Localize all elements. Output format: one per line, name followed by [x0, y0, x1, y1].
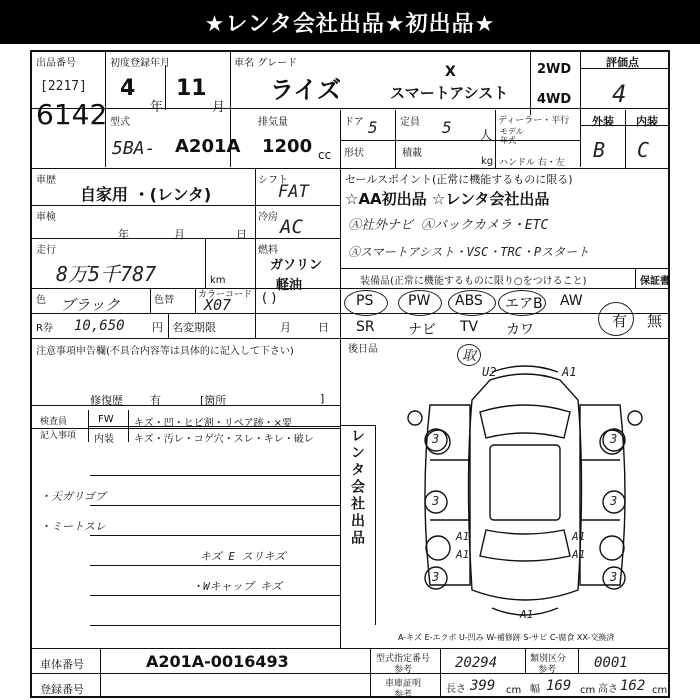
circle-abs — [448, 290, 496, 316]
diag-mark-mid-4: A1 — [572, 548, 586, 561]
dims-height-label: 高さ — [598, 684, 618, 695]
grade-line2: スマートアシスト — [390, 84, 509, 102]
equip-navi: ナビ — [408, 322, 436, 338]
color-change-label: 色替 — [154, 295, 174, 306]
drive-2wd: 2WD — [537, 62, 572, 77]
lot-sub: [2217] — [40, 79, 87, 94]
note-hw-1: ・天ガリゴブ — [40, 490, 106, 503]
equip-no: 無 — [647, 312, 663, 330]
color-label: 色 — [36, 295, 46, 306]
diag-mark-mid-2: A1 — [456, 548, 470, 561]
fuel-label: 燃料 — [258, 245, 278, 256]
shape-label: 形状 — [344, 148, 364, 159]
capacity-value: 5 — [442, 118, 452, 137]
dims-length-label: 長さ — [446, 684, 466, 695]
equip-pw: PW — [408, 293, 431, 309]
type-prefix: 5BA- — [112, 138, 156, 159]
doors-value: 5 — [368, 118, 378, 137]
sales-point-line1: ☆AA初出品 ☆レンタ会社出品 — [345, 190, 550, 208]
ext-grade: B — [593, 138, 606, 162]
grade-line1: X — [445, 64, 456, 80]
reg-label: 登録番号 — [40, 683, 84, 696]
spec-type-label: 型式指定番号 — [376, 654, 431, 664]
spec-type-value: 20294 — [455, 655, 498, 671]
dims-width: 169 — [546, 678, 572, 694]
spec-cat-label: 類別区分 — [530, 654, 567, 664]
model-year-label: モデル 年式 — [500, 127, 524, 145]
repair-value: 有 — [150, 394, 161, 407]
displacement-unit: cc — [318, 148, 332, 162]
fuel-diesel: 軽油 — [276, 278, 303, 293]
repair-place: [箇所 — [200, 394, 227, 407]
doors-label: ドア — [344, 117, 364, 128]
type-code: A201A — [175, 136, 241, 157]
mileage-value: 8万5千787 — [56, 262, 157, 286]
note-hw-4: ・Wキャップ キズ — [192, 580, 283, 593]
equipment-label: 装備品(正常に機能するものに限り○をつけること) — [360, 276, 587, 287]
mileage-unit: km — [210, 275, 226, 286]
inspector-fw-items: キズ・凹・ヒビ割・リペア跡・×要 — [134, 418, 292, 429]
load-unit: kg — [481, 156, 494, 167]
ext-label: 外装 — [592, 115, 614, 128]
dims-label: 車庫証明 — [385, 679, 422, 689]
displacement-value: 1200 — [262, 136, 313, 157]
equip-airbag: エアB — [505, 296, 543, 312]
sales-points-label: セールスポイント(正常に機能するものに限る) — [345, 173, 573, 186]
diag-mark-side-4: 3 — [610, 432, 618, 446]
diag-mark-mid-3: A1 — [572, 530, 586, 543]
dims-length: 399 — [470, 678, 496, 694]
diag-mark-top-1: U2 — [482, 365, 497, 379]
first-reg-month-unit: 月 — [212, 100, 226, 115]
color-code-label: カラーコード — [198, 290, 253, 300]
cooling-label: 冷房 — [258, 212, 278, 223]
name-change-label: 名変期限 — [172, 321, 216, 334]
inspector-label2: 記入事項 — [40, 431, 77, 441]
fuel-other: ( ) — [262, 291, 277, 306]
dims-height-unit: cm — [652, 685, 668, 696]
lot-label: 出品番号 — [36, 58, 76, 69]
recycle-unit: 円 — [152, 321, 163, 334]
inspection-year: 年 — [118, 228, 129, 241]
repair-place-close: ] — [320, 392, 325, 405]
equip-ps: PS — [356, 293, 374, 309]
capacity-unit: 人 — [480, 128, 493, 142]
dealer-label: ディーラー・平行 — [498, 116, 570, 126]
car-diagram — [380, 360, 670, 625]
equip-aw: AW — [560, 293, 583, 309]
vin-value: A201A-0016493 — [146, 652, 289, 671]
circle-pw — [398, 290, 442, 316]
diag-mark-side-1: 3 — [432, 432, 440, 446]
model-label: 車名 グレード — [234, 58, 298, 69]
circle-ps — [344, 290, 388, 316]
inspection-day: 日 — [236, 228, 247, 241]
note-hw-2: ・ミートスレ — [40, 520, 106, 533]
score-label: 評価点 — [606, 56, 639, 69]
load-label: 積載 — [402, 148, 422, 159]
score-value: 4 — [612, 80, 627, 108]
diag-mark-top-2: A1 — [562, 365, 577, 379]
post-date-value: 取 — [457, 344, 481, 366]
name-change-day: 日 — [318, 321, 329, 334]
spec-cat-value: 0001 — [594, 655, 628, 671]
displacement-label: 排気量 — [258, 117, 288, 128]
name-change-month: 月 — [280, 321, 291, 334]
diagram-legend: A-キズ E-エクボ U-凹み W-補修跡 S-サビ C-腐食 XX-交換済 — [398, 633, 615, 642]
vin-label: 車体番号 — [40, 658, 84, 671]
drive-4wd: 4WD — [537, 92, 572, 107]
shift-label: シフト — [258, 175, 288, 186]
int-grade: C — [637, 138, 650, 162]
color-value: ブラック — [60, 296, 120, 314]
spec-type-ref: 参考 — [394, 665, 413, 675]
first-reg-year: 4 — [120, 76, 136, 101]
dims-length-unit: cm — [506, 685, 522, 696]
dims-ref: 参考 — [394, 690, 413, 700]
cooling-value: AC — [280, 216, 303, 238]
diag-mark-mid-1: A1 — [456, 530, 470, 543]
warranty-label: 保証書 — [640, 276, 670, 287]
spec-cat-ref: 参考 — [538, 665, 557, 675]
recycle-label: R券 — [36, 323, 53, 334]
dims-width-label: 幅 — [530, 684, 540, 695]
notes-label: 注意事項申告欄(不具合内容等は具体的に記入して下さい) — [36, 346, 294, 357]
mileage-label: 走行 — [36, 245, 56, 256]
dims-width-unit: cm — [580, 685, 596, 696]
inspector-int: 内装 — [94, 434, 114, 445]
dims-height: 162 — [620, 678, 646, 694]
equip-abs: ABS — [455, 293, 483, 309]
inspection-label: 車検 — [36, 212, 56, 223]
sales-point-line2: Ⓐ社外ナビ Ⓐバックカメラ・ETC — [348, 218, 549, 233]
capacity-label: 定員 — [400, 117, 420, 128]
note-hw-3: キズ E スリキズ — [200, 550, 286, 563]
inspector-fw: FW — [98, 414, 114, 425]
repair-label: 修復歴 — [90, 394, 123, 407]
inspector-int-items: キズ・汚レ・コゲ穴・スレ・キレ・破レ — [134, 434, 314, 445]
type-label: 型式 — [110, 117, 130, 128]
inspection-month: 月 — [174, 228, 185, 241]
diag-mark-side-2: 3 — [432, 494, 440, 508]
diag-mark-side-6: 3 — [610, 570, 618, 584]
color-code: X07 — [204, 296, 232, 314]
handle-label: ハンドル 右・左 — [499, 158, 565, 168]
fuel-gasoline: ガソリン — [270, 258, 323, 273]
usage-value: 自家用 ・(レンタ) — [80, 185, 212, 204]
diag-mark-side-3: 3 — [432, 570, 440, 584]
sales-point-line3: Ⓐスマートアシスト・VSC・TRC・Pスタート — [348, 245, 590, 259]
post-date-label: 後日品 — [348, 344, 378, 355]
model-name: ライズ — [270, 76, 342, 104]
equip-tv: TV — [460, 319, 479, 335]
page-banner: ★レンタ会社出品★初出品★ — [0, 0, 700, 44]
first-reg-year-unit: 年 — [150, 100, 164, 115]
recycle-value: 10,650 — [74, 318, 125, 334]
diag-mark-side-5: 3 — [610, 494, 618, 508]
lot-number: 6142 — [36, 98, 108, 131]
equip-leather: カワ — [506, 322, 534, 338]
equip-yes: 有 — [612, 312, 628, 330]
shift-value: FAT — [278, 182, 309, 202]
equip-sr: SR — [356, 319, 375, 335]
int-label: 内装 — [636, 115, 658, 128]
usage-label: 車歴 — [36, 175, 56, 186]
diag-mark-bottom: A1 — [520, 608, 534, 621]
rental-stamp: レンタ会社出品 — [349, 428, 365, 547]
inspector-label1: 検査員 — [40, 417, 68, 427]
first-reg-month: 11 — [176, 76, 207, 101]
circle-airbag — [498, 290, 546, 316]
circle-yes — [598, 302, 634, 336]
first-reg-label: 初度登録年月 — [110, 58, 170, 69]
